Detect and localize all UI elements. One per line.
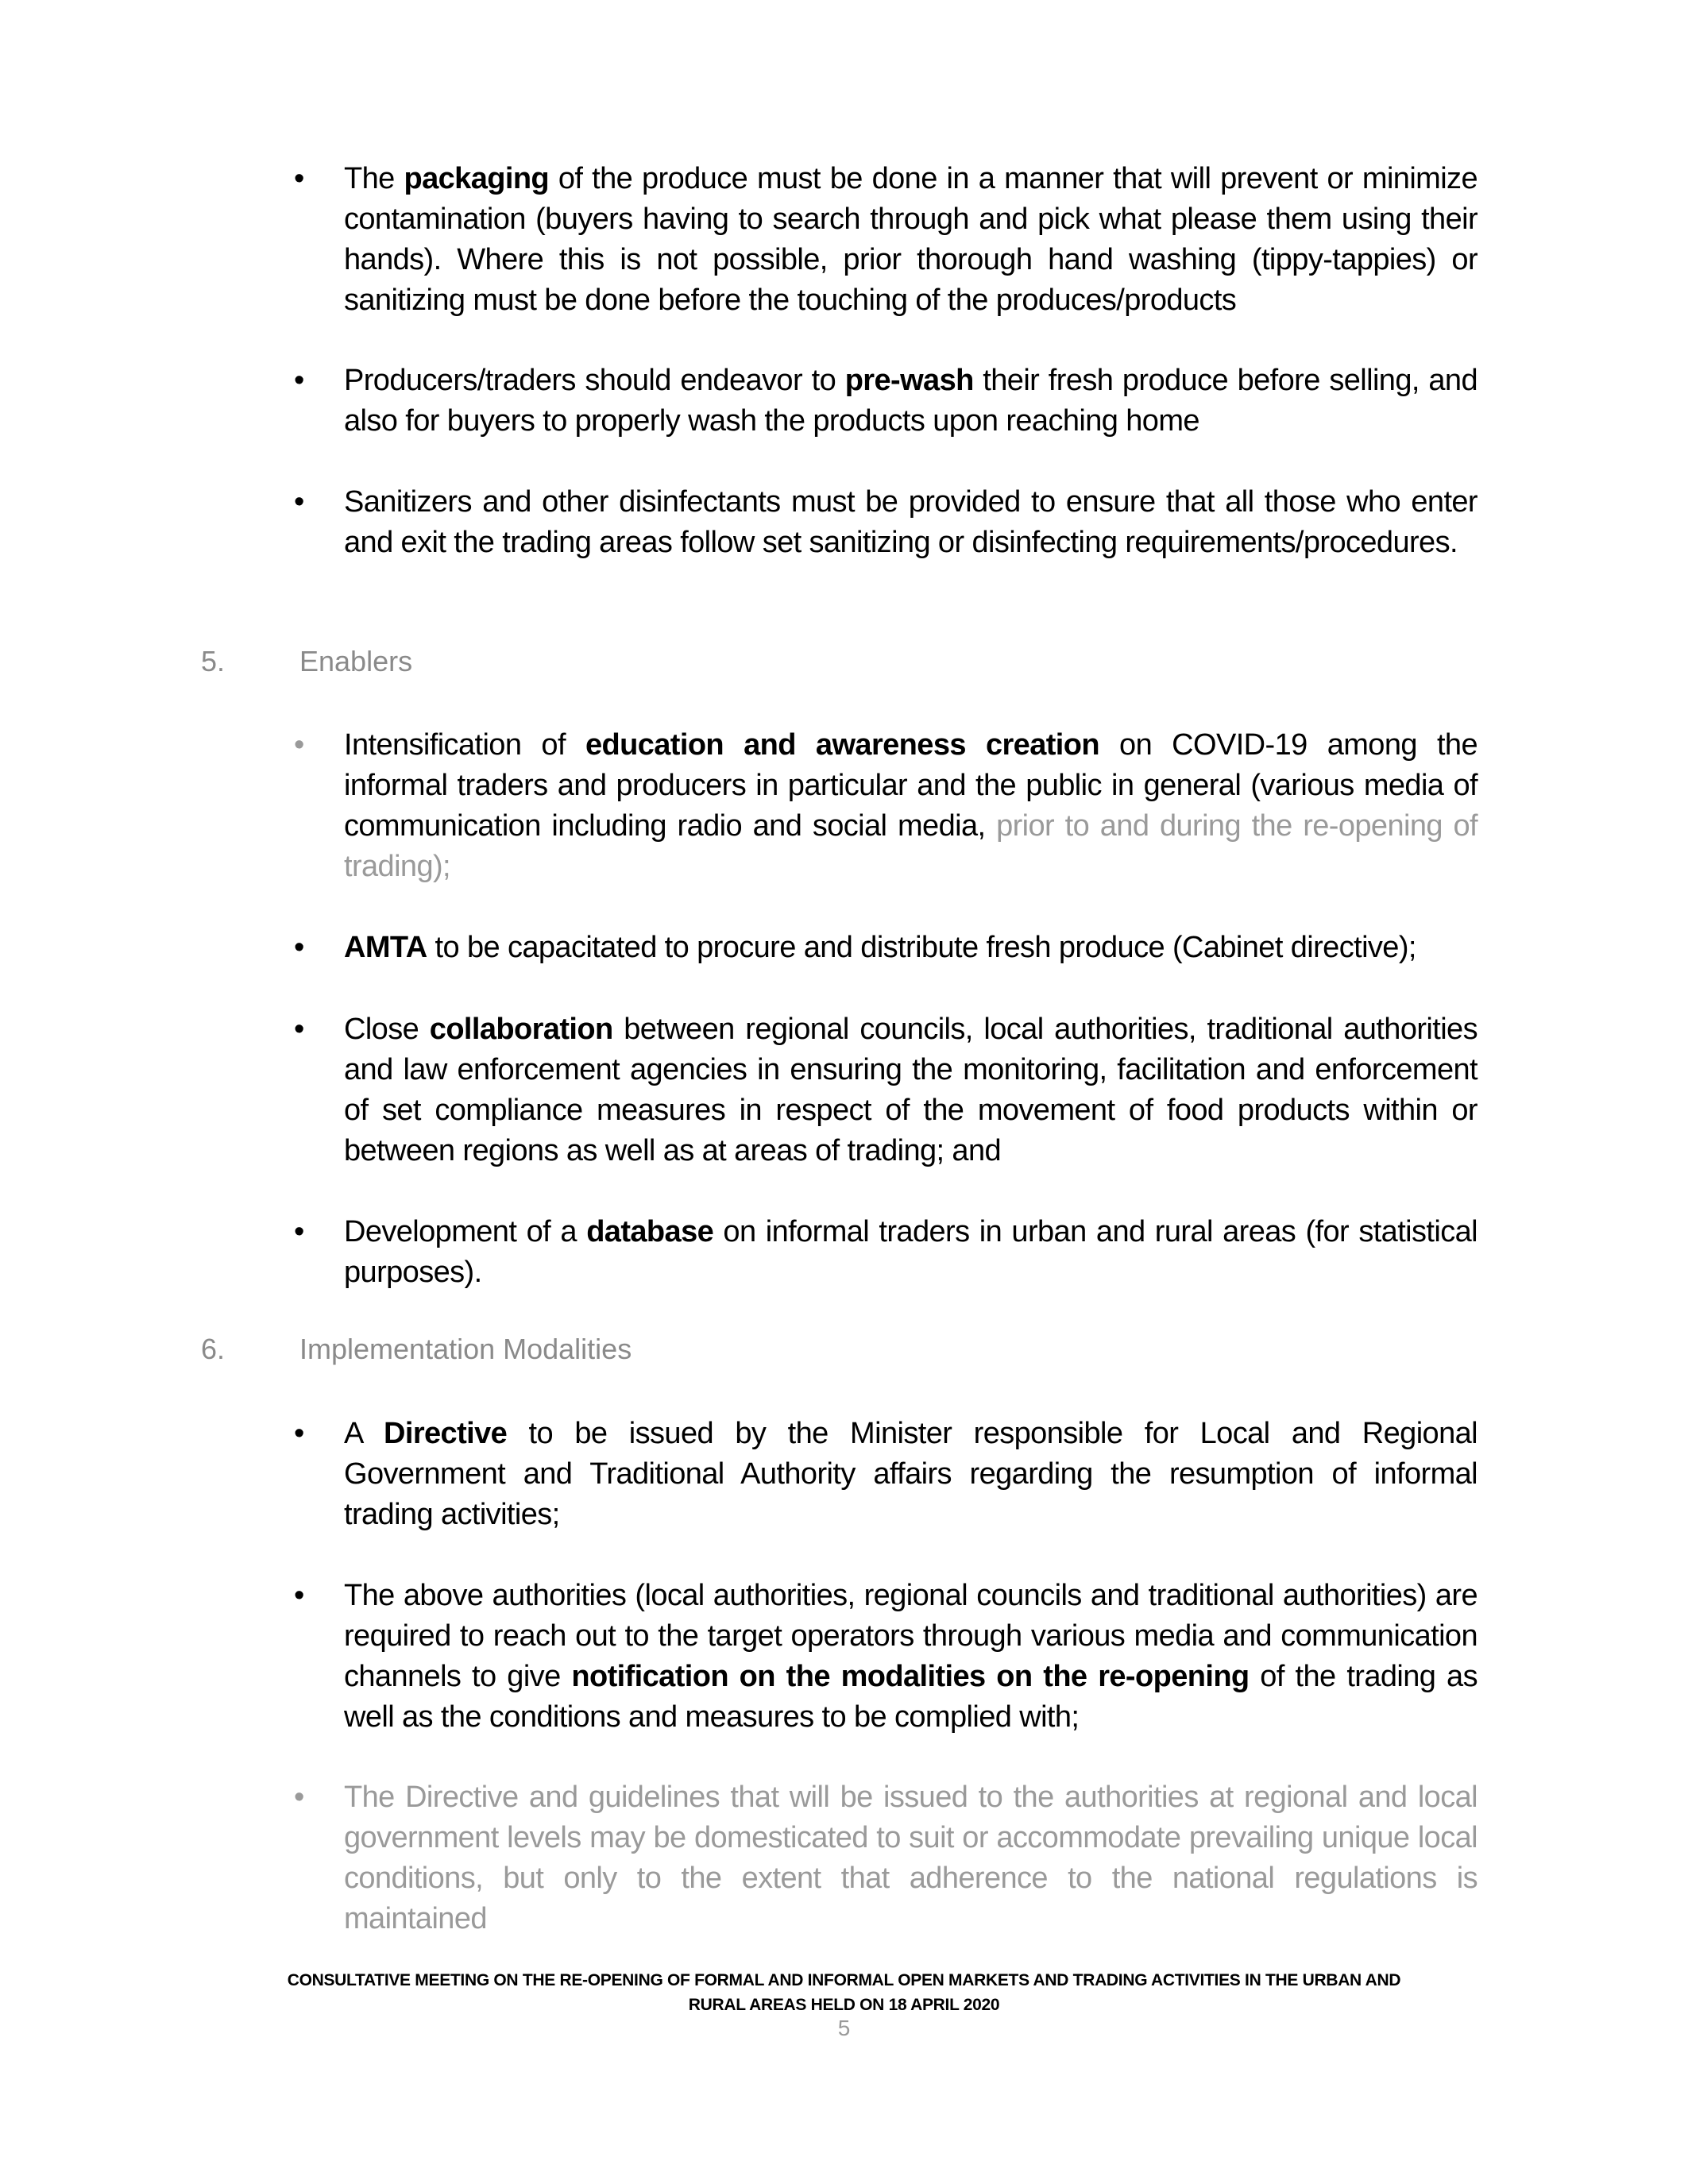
bullet-icon: • [294,931,305,964]
bullet-icon: • [294,1013,305,1046]
emphasis: Directive [384,1417,508,1450]
list-item-amta: • AMTA to be capacitated to procure and distribute fresh produce (Cabinet directive); [294,928,1477,968]
list-item-directive: • A Directive to be issued by the Minister responsible for Local and Regional Government and Traditional Authority affairs regarding the resumption of informal trading activities; [294,1414,1477,1535]
list-item-sanitizers: • Sanitizers and other disinfectants must be provided to ensure that all those who enter and exit the trading areas follow set sanitizing or disinfecting requirements/procedures. [294,482,1477,563]
footer-line-2: RURAL AREAS HELD ON 18 APRIL 2020 [688,1996,1000,2014]
emphasis: AMTA [344,931,427,964]
section-title: Implementation Modalities [299,1333,632,1365]
page-footer [191,1968,1497,2017]
list-item-pre-wash: • Producers/traders should endeavor to pre-wash their fresh produce before selling, and also for buyers to properly wash the products upon reaching home [294,361,1477,442]
bullet-icon: • [294,364,305,397]
section-heading-enablers [201,645,412,678]
emphasis: education and awareness creation [585,728,1099,762]
section-number: 6. [201,1333,226,1365]
bullet-icon: • [294,1781,305,1814]
list-item-collaboration: • Close collaboration between regional councils, local authorities, traditional authorities and law enforcement agencies in ensuring the monitoring, facilitation and enforcement of set compliance measures in respect of the movement of food products within or between regions as well as at areas of trading; and [294,1009,1477,1171]
list-item-education: • Intensification of education and awareness creation on COVID-19 among the informal traders and producers in particular and the public in general (various media of communication including radio and social media, prior to and during the re-opening of trading); [294,725,1477,887]
list-item-domestication: • The Directive and guidelines that will be issued to the authorities at regional and local government levels may be domesticated to suit or accommodate prevailing unique local conditions, but only to the extent that adherence to the national regulations is maintained [294,1777,1477,1939]
bullet-icon: • [294,1579,305,1612]
footer-line-1: CONSULTATIVE MEETING ON THE RE-OPENING OF FORMAL AND INFORMAL OPEN MARKETS AND TRADING ACTIVITIES IN THE URBAN AND [287,1971,1401,1989]
emphasis: pre-wash [844,364,974,397]
emphasis: collaboration [429,1013,613,1046]
section-number: 5. [201,645,226,677]
list-item-database: • Development of a database on informal traders in urban and rural areas (for statistical purposes). [294,1212,1477,1293]
section-title: Enablers [299,645,413,677]
bullet-icon: • [294,162,305,195]
list-item-packaging: • The packaging of the produce must be done in a manner that will prevent or minimize contamination (buyers having to search through and pick what please them using their hands). Where this is not possible, prior thorough hand washing (tippy-tappies) or sanitizing must be done before the touching of the produces/products [294,159,1477,321]
section-heading-implementation [201,1333,632,1366]
bullet-icon: • [294,1417,305,1450]
page-number: 5 [837,2016,851,2040]
faint-text: prior to and during the re-opening of trading); [344,809,1477,883]
emphasis: notification on the modalities on the re-opening [571,1660,1250,1693]
emphasis: database [586,1215,714,1248]
bullet-icon: • [294,728,305,762]
list-item-notification: • The above authorities (local authorities, regional councils and traditional authorities) are required to reach out to the target operators through various media and communication channels to give notification on the modalities on the re-opening of the trading as well as the conditions and measures to be complied with; [294,1576,1477,1738]
bullet-icon: • [294,1215,305,1248]
bullet-icon: • [294,485,305,519]
emphasis: packaging [404,162,550,195]
